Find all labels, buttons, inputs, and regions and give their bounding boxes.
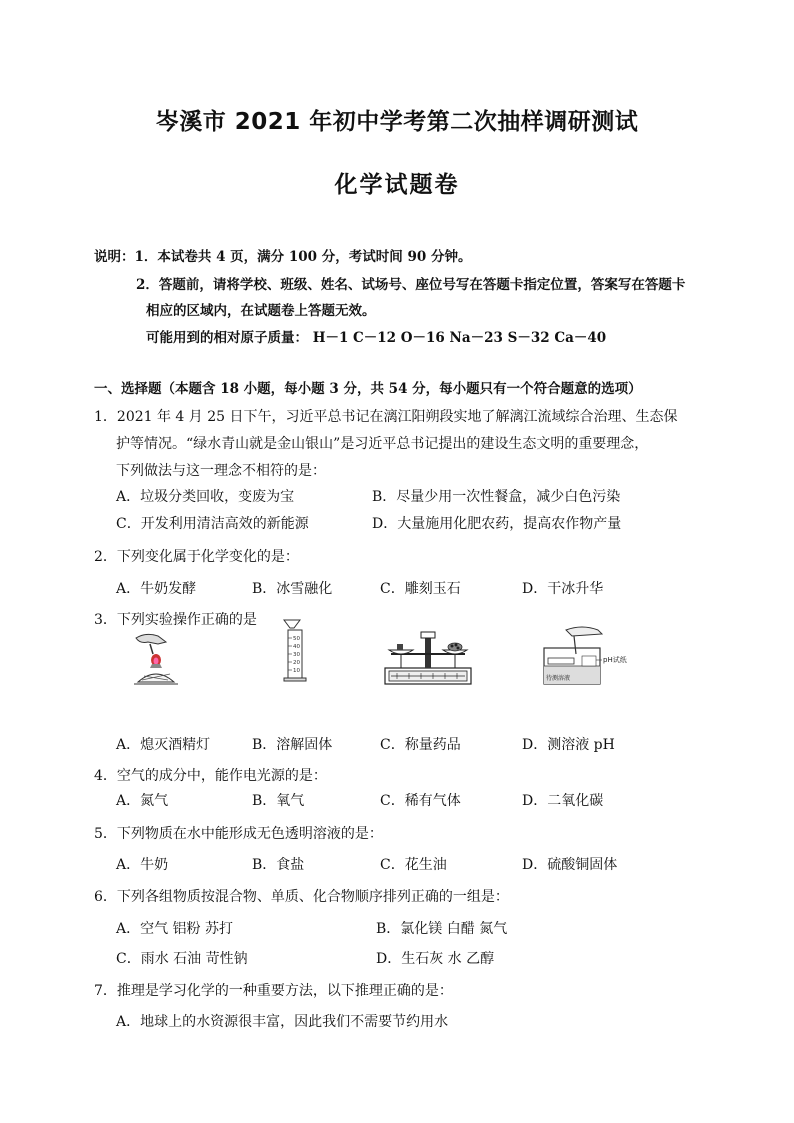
- q2-option-c[interactable]: C．雕刻玉石: [380, 581, 461, 597]
- q4-option-b[interactable]: B．氧气: [252, 793, 305, 809]
- cylinder-mark-50: 50: [293, 636, 300, 642]
- q2-option-a[interactable]: A．牛奶发酵: [116, 581, 197, 597]
- figure-a-alcohol-lamp: [128, 630, 188, 686]
- q4-option-c[interactable]: C．稀有气体: [380, 793, 461, 809]
- q1-option-b[interactable]: B．尽量少用一次性餐盒，减少白色污染: [372, 489, 621, 505]
- q4-option-d[interactable]: D．二氧化碳: [522, 793, 604, 809]
- q7-option-a[interactable]: A．地球上的水资源很丰富，因此我们不需要节约用水: [116, 1014, 449, 1030]
- q6-option-a[interactable]: A．空气 铝粉 苏打: [116, 921, 234, 937]
- figure-d-ph-test: [536, 624, 640, 686]
- solution-label: 待测溶液: [546, 675, 571, 682]
- q1-option-c[interactable]: C．开发利用清洁高效的新能源: [116, 516, 309, 532]
- q6-option-d[interactable]: D．生石灰 水 乙醇: [376, 951, 495, 967]
- q6-stem: 6．下列各组物质按混合物、单质、化合物顺序排列正确的一组是：: [94, 889, 509, 905]
- q5-option-d[interactable]: D．硫酸铜固体: [522, 857, 618, 873]
- cylinder-mark-10: 10: [293, 668, 300, 674]
- q1-stem-line-2: 护等情况。“绿水青山就是金山银山”是习近平总书记提出的建设生态文明的重要理念，: [116, 436, 649, 452]
- q5-option-b[interactable]: B．食盐: [252, 857, 305, 873]
- instruction-line-2: 2．答题前，请将学校、班级、姓名、试场号、座位号写在答题卡指定位置，答案写在答题卡: [136, 277, 686, 293]
- q1-option-d[interactable]: D．大量施用化肥农药，提高农作物产量: [372, 516, 622, 532]
- instruction-line-1: 说明：1．本试卷共 4 页，满分 100 分，考试时间 90 分钟。: [94, 249, 472, 265]
- exam-subtitle: 化学试题卷: [334, 172, 460, 198]
- q3-option-c[interactable]: C．称量药品: [380, 737, 461, 753]
- cylinder-mark-40: 40: [293, 644, 300, 650]
- q2-stem: 2．下列变化属于化学变化的是：: [94, 549, 299, 565]
- q1-option-a[interactable]: A．垃圾分类回收，变废为宝: [116, 489, 295, 505]
- q6-option-c[interactable]: C．雨水 石油 苛性钠: [116, 951, 248, 967]
- atomic-mass-line: 可能用到的相对原子质量： H－1 C－12 O－16 Na－23 S－32 Ca－40: [146, 330, 607, 346]
- q3-option-b[interactable]: B．溶解固体: [252, 737, 333, 753]
- cylinder-mark-30: 30: [293, 652, 300, 658]
- exam-title: 岑溪市 2021 年初中学考第二次抽样调研测试: [155, 109, 639, 135]
- q5-option-a[interactable]: A．牛奶: [116, 857, 169, 873]
- q2-option-b[interactable]: B．冰雪融化: [252, 581, 333, 597]
- instruction-line-3: 相应的区域内，在试题卷上答题无效。: [146, 303, 376, 319]
- q1-stem-line-3: 下列做法与这一理念不相符的是：: [116, 463, 326, 479]
- cylinder-mark-20: 20: [293, 660, 300, 666]
- q5-stem: 5．下列物质在水中能形成无色透明溶液的是：: [94, 826, 383, 842]
- q1-stem-line-1: 1．2021 年 4 月 25 日下午，习近平总书记在漓江阳朔段实地了解漓江流域综合治理、生态保: [94, 409, 678, 425]
- q7-stem: 7．推理是学习化学的一种重要方法，以下推理正确的是：: [94, 983, 453, 999]
- figure-c-balance: [383, 628, 473, 686]
- q3-option-a[interactable]: A．熄灭酒精灯: [116, 737, 211, 753]
- q6-option-b[interactable]: B．氯化镁 白醋 氮气: [376, 921, 508, 937]
- q2-option-d[interactable]: D．干冰升华: [522, 581, 604, 597]
- q5-option-c[interactable]: C．花生油: [380, 857, 447, 873]
- q3-stem: 3．下列实验操作正确的是: [94, 612, 257, 628]
- figure-b-measuring-cylinder: [278, 618, 314, 682]
- q4-stem: 4．空气的成分中，能作电光源的是：: [94, 768, 327, 784]
- ph-paper-label: pH试纸: [603, 656, 627, 664]
- q4-option-a[interactable]: A．氮气: [116, 793, 169, 809]
- q3-option-d[interactable]: D．测溶液 pH: [522, 737, 615, 753]
- section-heading: 一、选择题（本题含 18 小题，每小题 3 分，共 54 分，每小题只有一个符合题意的选项）: [94, 381, 642, 397]
